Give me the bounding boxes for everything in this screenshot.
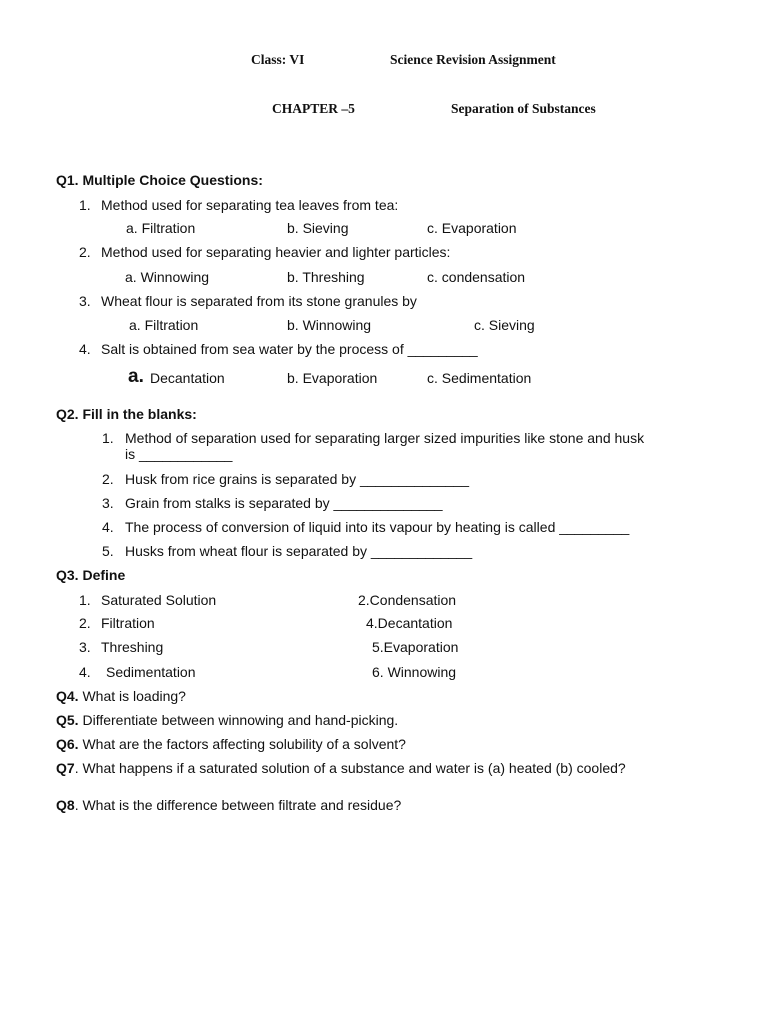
q1-item-text: Method used for separating tea leaves from tea: — [101, 197, 399, 213]
question-label: Q8 — [56, 797, 75, 813]
q1-item-text: Wheat flour is separated from its stone granules by — [101, 293, 417, 309]
q2-item-text: The process of conversion of liquid into its vapour by heating is called _________ — [125, 519, 630, 535]
q3-item-num: 3. — [79, 639, 91, 655]
q1-item-num: 2. — [79, 244, 91, 260]
q3-item-num: 2. — [79, 615, 91, 631]
q3-item-text: Sedimentation — [106, 664, 196, 680]
q2-item-text: Method of separation used for separating larger sized impurities like stone and husk — [125, 430, 645, 446]
question-q4 — [56, 688, 186, 704]
q1-item-text: Salt is obtained from sea water by the process of _________ — [101, 341, 478, 357]
q1-option: b. Threshing — [287, 269, 365, 285]
question-q5 — [56, 712, 398, 728]
q1-option: a. Winnowing — [125, 269, 210, 285]
q1-option: b. Evaporation — [287, 370, 378, 386]
q1-item-num: 3. — [79, 293, 91, 309]
q2-item-text: Husks from wheat flour is separated by _____________ — [125, 543, 473, 559]
q2-item-num: 4. — [102, 519, 114, 535]
question-q8 — [56, 797, 401, 813]
question-text: What are the factors affecting solubility of a solvent? — [78, 736, 406, 752]
question-q6 — [56, 736, 406, 752]
question-text: What is loading? — [78, 688, 186, 704]
q1-item-num: 4. — [79, 341, 91, 357]
q1-item-num: 1. — [79, 197, 91, 213]
q3-item-num: 1. — [79, 592, 91, 608]
question-q7 — [56, 760, 626, 776]
question-label: Q4. — [56, 688, 79, 704]
question-label: Q6. — [56, 736, 79, 752]
q3-item-text: Threshing — [101, 639, 164, 655]
question-text: . What happens if a saturated solution of a substance and water is (a) heated (b) cooled? — [74, 760, 626, 776]
q3-item-right: 6. Winnowing — [372, 664, 457, 680]
chapter-title: Separation of Substances — [451, 101, 596, 116]
q1-option: Decantation — [150, 370, 225, 386]
assignment-title: Science Revision Assignment — [390, 52, 556, 67]
q1-option: a. Filtration — [129, 317, 199, 333]
q3-item-text: Filtration — [101, 615, 155, 631]
q2-item-num: 3. — [102, 495, 114, 511]
q1-title: Q1. Multiple Choice Questions: — [56, 172, 263, 188]
q2-item-text-cont: is ____________ — [125, 446, 233, 462]
q2-title: Q2. Fill in the blanks: — [56, 406, 197, 422]
q1-option-letter: a. — [128, 366, 144, 387]
q2-item-text: Grain from stalks is separated by ______________ — [125, 495, 443, 511]
q3-item-right: 4.Decantation — [366, 615, 453, 631]
q1-option: a. Filtration — [126, 220, 196, 236]
q2-item-text: Husk from rice grains is separated by ______________ — [125, 471, 469, 487]
q1-option: c. condensation — [427, 269, 526, 285]
q3-item-num: 4. — [79, 664, 91, 680]
class-label: Class: VI — [251, 52, 305, 67]
q1-option: c. Evaporation — [427, 220, 517, 236]
q1-option: b. Sieving — [287, 220, 349, 236]
q2-item-num: 2. — [102, 471, 114, 487]
q1-option: c. Sedimentation — [427, 370, 532, 386]
question-text: Differentiate between winnowing and hand-picking. — [78, 712, 399, 728]
q1-option: c. Sieving — [474, 317, 535, 333]
q2-item-num: 1. — [102, 430, 114, 446]
q2-item-num: 5. — [102, 543, 114, 559]
q3-item-right: 5.Evaporation — [372, 639, 459, 655]
q3-title: Q3. Define — [56, 567, 126, 583]
q3-item-right: 2.Condensation — [358, 592, 457, 608]
question-label: Q7 — [56, 760, 75, 776]
chapter-label: CHAPTER –5 — [272, 101, 355, 116]
q3-item-text: Saturated Solution — [101, 592, 217, 608]
q1-item-text: Method used for separating heavier and lighter particles: — [101, 244, 451, 260]
question-text: . What is the difference between filtrate and residue? — [74, 797, 402, 813]
question-label: Q5. — [56, 712, 79, 728]
q1-option: b. Winnowing — [287, 317, 372, 333]
